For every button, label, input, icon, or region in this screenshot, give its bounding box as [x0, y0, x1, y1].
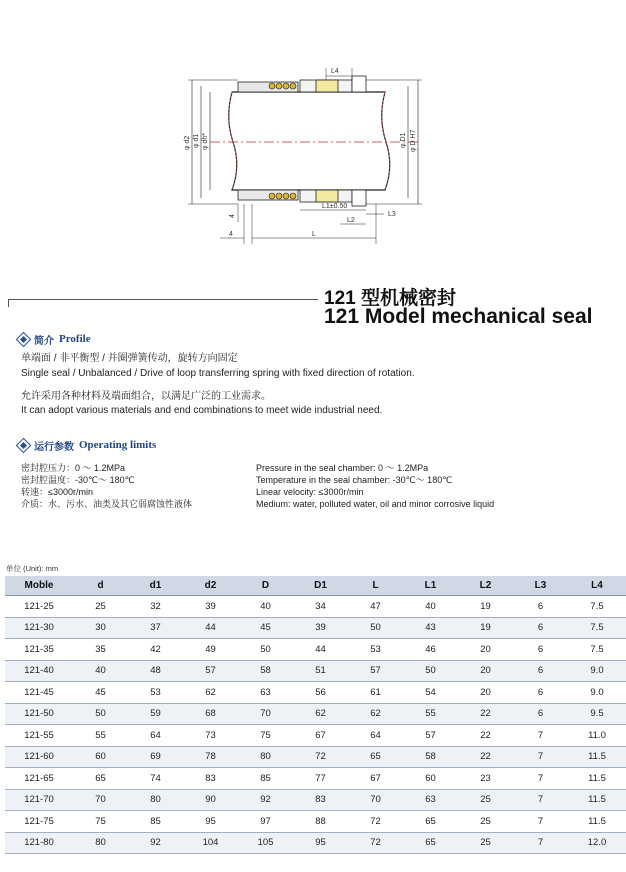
table-cell: 37	[128, 617, 183, 639]
table-cell: 32	[128, 596, 183, 618]
table-row	[5, 811, 626, 833]
table-cell: 7.5	[568, 596, 626, 618]
table-cell: 22	[458, 703, 513, 725]
title-rule-tail	[8, 299, 9, 307]
model-cell: 121-30	[5, 617, 73, 639]
table-cell: 11.5	[568, 746, 626, 768]
table-cell: 62	[348, 703, 403, 725]
table-cell: 65	[403, 811, 458, 833]
table-row	[5, 725, 626, 747]
table-cell: 63	[403, 789, 458, 811]
table-cell: 54	[403, 682, 458, 704]
table-body	[5, 596, 626, 854]
table-cell: 42	[128, 639, 183, 661]
table-cell: 6	[513, 660, 568, 682]
table-header-row	[5, 576, 626, 596]
label-l2: L2	[347, 217, 355, 224]
table-cell: 56	[293, 682, 348, 704]
model-cell: 121-40	[5, 660, 73, 682]
seal-drawing-svg	[0, 0, 626, 260]
table-cell: 70	[73, 789, 128, 811]
table-row	[5, 703, 626, 725]
table-cell: 47	[348, 596, 403, 618]
model-cell: 121-80	[5, 832, 73, 854]
table-cell: 85	[238, 768, 293, 790]
title-chinese: 121 型机械密封	[324, 288, 456, 309]
table-cell: 39	[183, 596, 238, 618]
model-cell: 121-50	[5, 703, 73, 725]
profile-heading	[18, 331, 91, 347]
table-cell: 57	[183, 660, 238, 682]
table-cell: 34	[293, 596, 348, 618]
table-cell: 64	[128, 725, 183, 747]
model-cell: 121-65	[5, 768, 73, 790]
col-header-L3: L3	[513, 576, 568, 596]
table-cell: 12.0	[568, 832, 626, 854]
table-cell: 9.0	[568, 660, 626, 682]
table-row	[5, 596, 626, 618]
table-cell: 65	[73, 768, 128, 790]
table-cell: 48	[128, 660, 183, 682]
table-cell: 46	[403, 639, 458, 661]
table-cell: 78	[183, 746, 238, 768]
table-cell: 63	[238, 682, 293, 704]
diamond-bullet-icon	[16, 437, 32, 453]
table-cell: 30	[73, 617, 128, 639]
table-cell: 67	[293, 725, 348, 747]
table-cell: 62	[183, 682, 238, 704]
table-cell: 72	[348, 832, 403, 854]
table-cell: 59	[128, 703, 183, 725]
limit-zh-temperature: 密封腔温度：-30℃～ 180℃	[21, 475, 135, 485]
table-cell: 75	[73, 811, 128, 833]
table-cell: 60	[73, 746, 128, 768]
profile-line2-en: It can adopt various materials and end combinations to meet wide industrial need.	[21, 405, 383, 416]
table-cell: 77	[293, 768, 348, 790]
table-cell: 11.5	[568, 811, 626, 833]
diamond-bullet-icon	[16, 331, 32, 347]
table-cell: 11.5	[568, 768, 626, 790]
col-header-d2: d2	[183, 576, 238, 596]
table-cell: 92	[238, 789, 293, 811]
table-cell: 51	[293, 660, 348, 682]
table-cell: 7	[513, 746, 568, 768]
table-cell: 58	[238, 660, 293, 682]
col-header-d1: d1	[128, 576, 183, 596]
table-cell: 80	[73, 832, 128, 854]
table-cell: 62	[293, 703, 348, 725]
table-cell: 90	[183, 789, 238, 811]
table-cell: 43	[403, 617, 458, 639]
table-cell: 95	[293, 832, 348, 854]
table-cell: 104	[183, 832, 238, 854]
table-cell: 74	[128, 768, 183, 790]
limits-heading	[18, 437, 156, 453]
table-row	[5, 617, 626, 639]
col-header-L: L	[348, 576, 403, 596]
table-cell: 50	[73, 703, 128, 725]
col-header-D: D	[238, 576, 293, 596]
table-cell: 20	[458, 660, 513, 682]
col-header-L4: L4	[568, 576, 626, 596]
unit-label: 单位 (Unit): mm	[6, 564, 59, 573]
label-DH7: φ D H7	[410, 129, 417, 152]
limit-zh-speed: 转速：≤3000r/min	[21, 487, 93, 497]
table-cell: 49	[183, 639, 238, 661]
model-cell: 121-55	[5, 725, 73, 747]
label-D1: φ D1	[400, 132, 407, 148]
label-l4: L4	[331, 68, 339, 75]
table-cell: 72	[348, 811, 403, 833]
table-cell: 6	[513, 639, 568, 661]
label-l1: L1±0.50	[322, 203, 348, 210]
col-header-L2: L2	[458, 576, 513, 596]
table-row	[5, 768, 626, 790]
table-cell: 50	[238, 639, 293, 661]
table-cell: 61	[348, 682, 403, 704]
table-cell: 7.5	[568, 617, 626, 639]
table-cell: 11.5	[568, 789, 626, 811]
table-cell: 25	[458, 832, 513, 854]
table-cell: 7	[513, 725, 568, 747]
table-cell: 22	[458, 746, 513, 768]
table-cell: 44	[293, 639, 348, 661]
table-cell: 11.0	[568, 725, 626, 747]
table-cell: 9.5	[568, 703, 626, 725]
table-cell: 83	[183, 768, 238, 790]
table-cell: 70	[348, 789, 403, 811]
table-row	[5, 660, 626, 682]
table-cell: 85	[128, 811, 183, 833]
dimension-table	[5, 576, 626, 854]
table-cell: 88	[293, 811, 348, 833]
seal-cross-section-drawing	[0, 0, 626, 260]
table-cell: 80	[238, 746, 293, 768]
table-row	[5, 789, 626, 811]
table-row	[5, 746, 626, 768]
table-cell: 9.0	[568, 682, 626, 704]
table-cell: 7	[513, 811, 568, 833]
table-cell: 80	[128, 789, 183, 811]
table-cell: 19	[458, 596, 513, 618]
table-cell: 73	[183, 725, 238, 747]
label-d2: φ d2	[184, 135, 191, 150]
table-cell: 50	[403, 660, 458, 682]
label-four-vertical: 4	[229, 214, 236, 218]
limit-zh-pressure: 密封腔压力：0 ～ 1.2MPa	[21, 463, 126, 473]
table-cell: 58	[403, 746, 458, 768]
table-cell: 20	[458, 639, 513, 661]
model-cell: 121-75	[5, 811, 73, 833]
profile-line1-zh: 单端面 / 非平衡型 / 并圈弹簧传动，旋转方向固定	[21, 353, 238, 364]
model-cell: 121-25	[5, 596, 73, 618]
label-l3: L3	[388, 211, 396, 218]
table-cell: 60	[403, 768, 458, 790]
table-cell: 50	[348, 617, 403, 639]
table-cell: 7.5	[568, 639, 626, 661]
model-cell: 121-35	[5, 639, 73, 661]
col-header-d: d	[73, 576, 128, 596]
table-cell: 105	[238, 832, 293, 854]
label-l: L	[312, 231, 316, 238]
table-cell: 95	[183, 811, 238, 833]
table-cell: 57	[403, 725, 458, 747]
table-cell: 7	[513, 832, 568, 854]
col-header-model: Moble	[5, 576, 73, 596]
table-cell: 67	[348, 768, 403, 790]
label-d1: φ d1	[193, 133, 200, 148]
limit-en-medium: Medium: water, polluted water, oil and minor corrosive liquid	[256, 499, 495, 509]
label-dh: φ dh*	[202, 133, 209, 150]
table-row	[5, 832, 626, 854]
table-cell: 40	[403, 596, 458, 618]
table-cell: 64	[348, 725, 403, 747]
profile-line2-zh: 允许采用各种材料及端面组合，以满足广泛的工业需求。	[21, 391, 271, 402]
table-cell: 65	[403, 832, 458, 854]
limits-heading-en: Operating limits	[79, 439, 157, 451]
table-row	[5, 682, 626, 704]
table-cell: 75	[238, 725, 293, 747]
table-cell: 55	[73, 725, 128, 747]
model-cell: 121-45	[5, 682, 73, 704]
table-cell: 6	[513, 703, 568, 725]
table-cell: 40	[73, 660, 128, 682]
table-cell: 25	[73, 596, 128, 618]
title-rule	[8, 299, 318, 300]
table-cell: 53	[128, 682, 183, 704]
table-cell: 68	[183, 703, 238, 725]
table-cell: 19	[458, 617, 513, 639]
title-english: 121 Model mechanical seal	[324, 305, 593, 328]
table-cell: 23	[458, 768, 513, 790]
col-header-D1: D1	[293, 576, 348, 596]
table-cell: 69	[128, 746, 183, 768]
limit-en-temperature: Temperature in the seal chamber: -30℃～ 180℃	[256, 475, 453, 485]
table-cell: 7	[513, 768, 568, 790]
table-cell: 57	[348, 660, 403, 682]
table-cell: 20	[458, 682, 513, 704]
table-cell: 25	[458, 789, 513, 811]
table-cell: 45	[73, 682, 128, 704]
col-header-L1: L1	[403, 576, 458, 596]
table-cell: 6	[513, 617, 568, 639]
model-cell: 121-60	[5, 746, 73, 768]
table-cell: 6	[513, 682, 568, 704]
table-cell: 72	[293, 746, 348, 768]
table-cell: 55	[403, 703, 458, 725]
table-cell: 65	[348, 746, 403, 768]
table-cell: 35	[73, 639, 128, 661]
table-cell: 83	[293, 789, 348, 811]
table-cell: 44	[183, 617, 238, 639]
table-cell: 92	[128, 832, 183, 854]
table-cell: 40	[238, 596, 293, 618]
limit-zh-medium: 介质：水、污水、油类及其它弱腐蚀性液体	[21, 499, 193, 509]
limits-heading-zh: 运行参数	[34, 441, 74, 453]
table-cell: 97	[238, 811, 293, 833]
table-cell: 25	[458, 811, 513, 833]
label-four-horizontal: 4	[229, 231, 233, 238]
limit-en-speed: Linear velocity: ≤3000r/min	[256, 487, 364, 497]
table-row	[5, 639, 626, 661]
profile-heading-zh: 简介	[34, 335, 54, 347]
table-cell: 45	[238, 617, 293, 639]
profile-heading-en: Profile	[59, 333, 91, 345]
table-cell: 7	[513, 789, 568, 811]
table-cell: 22	[458, 725, 513, 747]
model-cell: 121-70	[5, 789, 73, 811]
table-cell: 39	[293, 617, 348, 639]
limit-en-pressure: Pressure in the seal chamber: 0 ～ 1.2MPa	[256, 463, 429, 473]
table-cell: 53	[348, 639, 403, 661]
table-cell: 6	[513, 596, 568, 618]
table-cell: 70	[238, 703, 293, 725]
profile-line1-en: Single seal / Unbalanced / Drive of loop transferring spring with fixed direction of rotation.	[21, 368, 415, 379]
